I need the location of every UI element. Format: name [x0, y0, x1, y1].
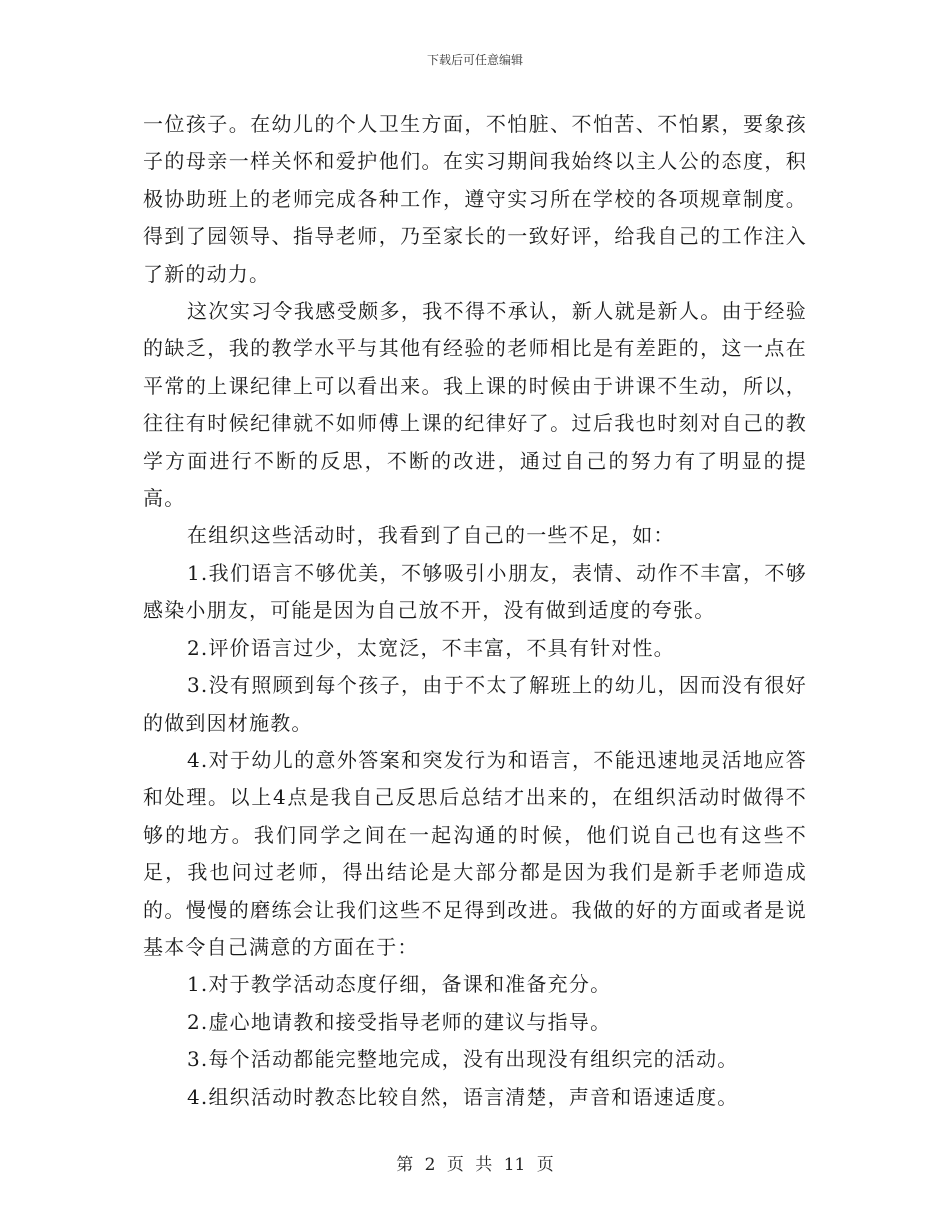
paragraph-continuation: 一位孩子。在幼儿的个人卫生方面，不怕脏、不怕苦、不怕累，要象孩子的母亲一样关怀和爱护他们。在实习期间我始终以主人公的态度，积极协助班上的老师完成各种工作，遵守实习所在学校的各项规章制度。得到了园领导、指导老师，乃至家长的一致好评，给我自己的工作注入了新的动力。 — [143, 112, 807, 286]
list-item-shortcoming-3: 3.没有照顾到每个孩子，由于不太了解班上的幼儿，因而没有很好的做到因材施教。 — [143, 673, 807, 735]
page-header: 下载后可任意编辑 — [426, 53, 523, 67]
list-item-shortcoming-4: 4.对于幼儿的意外答案和突发行为和语言，不能迅速地灵活地应答和处理。以上4点是我自己反思后总结才出来的，在组织活动时做得不够的地方。我们同学之间在一起沟通的时候，他们说自己也有这些不足，我也问过老师，得出结论是大部分都是因为我们是新手老师造成的。慢慢的磨练会让我们这些不足得到改进。我做的好的方面或者是说基本令自己满意的方面在于： — [143, 747, 807, 959]
page-number: 第 2 页 共 11 页 — [396, 1155, 554, 1175]
paragraph-shortcomings-intro: 在组织这些活动时，我看到了自己的一些不足，如： — [187, 523, 675, 548]
list-item-shortcoming-1: 1.我们语言不够优美，不够吸引小朋友，表情、动作不丰富，不够感染小朋友，可能是因为自己放不开，没有做到适度的夸张。 — [143, 560, 807, 623]
document-body — [143, 106, 807, 1116]
list-item-strength-1: 1.对于教学活动态度仔细，备课和准备充分。 — [187, 972, 612, 997]
paragraph-reflection: 这次实习令我感受颇多，我不得不承认，新人就是新人。由于经验的缺乏，我的教学水平与其他有经验的老师相比是有差距的，这一点在平常的上课纪律上可以看出来。我上课的时候由于讲课不生动，所以，往往有时候纪律就不如师傅上课的纪律好了。过后我也时刻对自己的教学方面进行不断的反思，不断的改进，通过自己的努力有了明显的提高。 — [143, 299, 807, 511]
list-item-shortcoming-2: 2.评价语言过少，太宽泛，不丰富，不具有针对性。 — [187, 635, 675, 660]
list-item-strength-2: 2.虚心地请教和接受指导老师的建议与指导。 — [187, 1009, 612, 1034]
list-item-strength-3: 3.每个活动都能完整地完成，没有出现没有组织完的活动。 — [187, 1047, 739, 1072]
list-item-strength-4: 4.组织活动时教态比较自然，语言清楚，声音和语速适度。 — [187, 1084, 739, 1109]
